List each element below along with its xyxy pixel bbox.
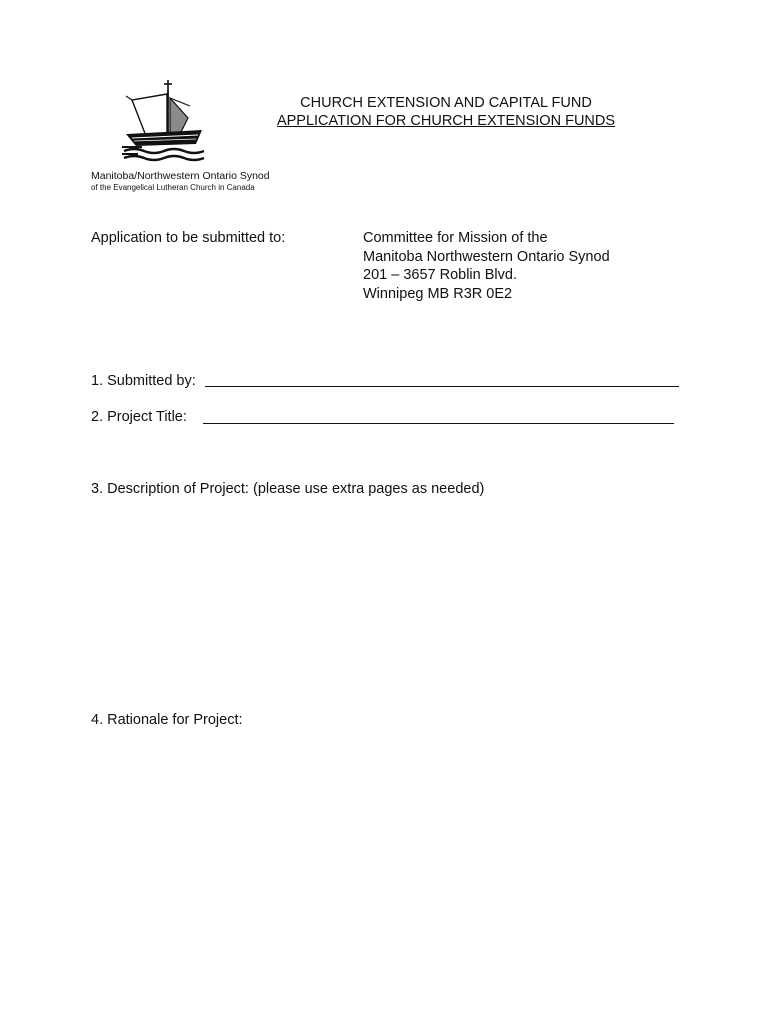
project-title-label: 2. Project Title: [91, 409, 187, 425]
submission-address [363, 229, 610, 303]
address-line: Committee for Mission of the [363, 230, 548, 246]
title-line-1: CHURCH EXTENSION AND CAPITAL FUND [300, 95, 592, 111]
project-title-field[interactable] [203, 423, 674, 424]
address-line: 201 – 3657 Roblin Blvd. [363, 267, 517, 283]
description-label: 3. Description of Project: (please use extra pages as needed) [91, 481, 485, 497]
title-line-2: APPLICATION FOR CHURCH EXTENSION FUNDS [276, 113, 616, 129]
document-title [254, 94, 638, 130]
submitted-by-label: 1. Submitted by: [91, 373, 196, 389]
ship-cross-logo-icon [118, 78, 210, 164]
address-line: Winnipeg MB R3R 0E2 [363, 285, 513, 302]
address-line: Manitoba Northwestern Ontario Synod [363, 248, 610, 265]
synod-logo [118, 78, 210, 164]
synod-subtitle: of the Evangelical Lutheran Church in Canada [91, 183, 255, 192]
submitted-by-field[interactable] [205, 386, 679, 387]
rationale-label: 4. Rationale for Project: [91, 712, 243, 728]
submission-label: Application to be submitted to: [91, 230, 286, 246]
synod-name: Manitoba/Northwestern Ontario Synod [91, 170, 270, 182]
